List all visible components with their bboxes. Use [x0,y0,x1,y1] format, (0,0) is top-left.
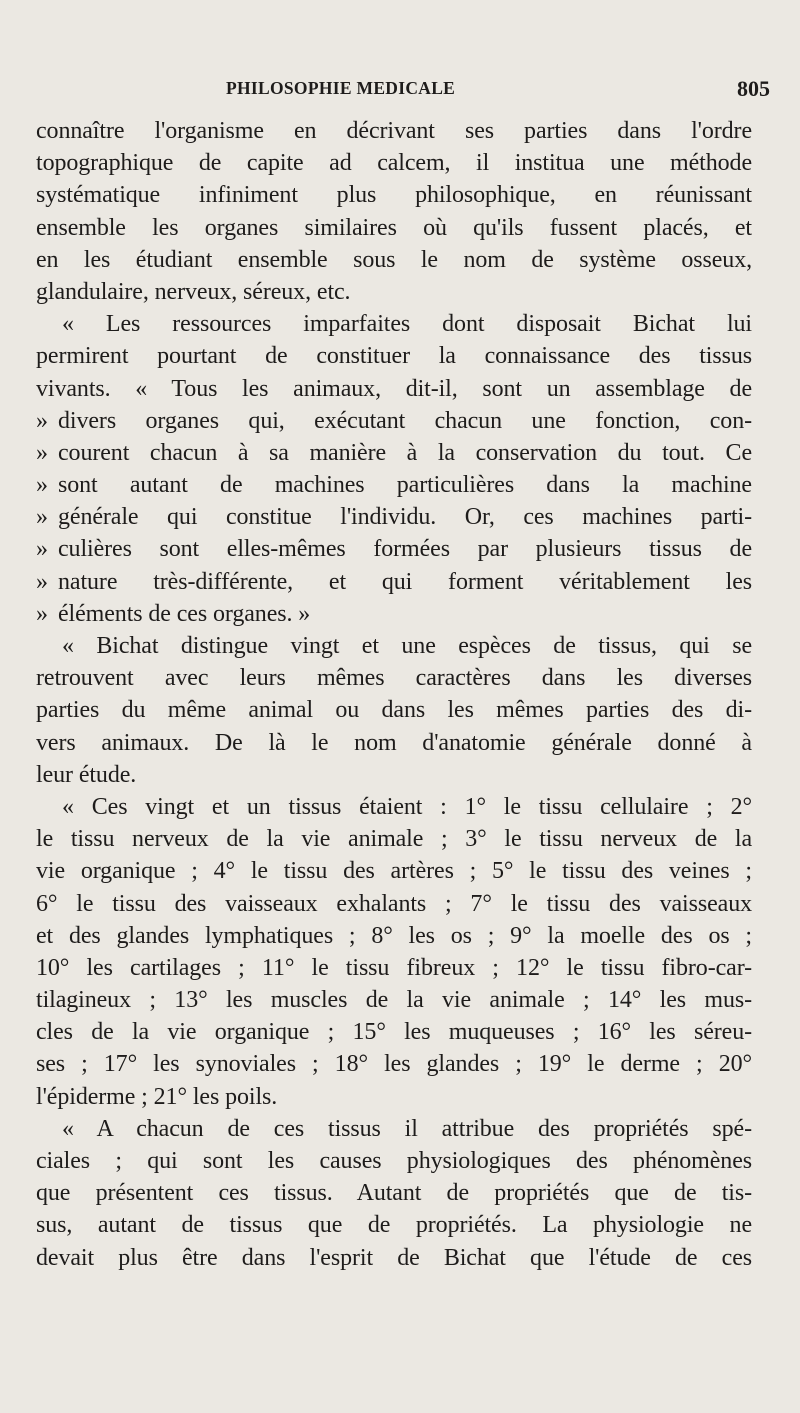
text-line: » courent chacun à sa manière à la conservation du tout. Ce [36,437,752,469]
text-line: permirent pourtant de constituer la connaissance des tissus [36,343,752,370]
quote-mark: » [36,472,48,499]
text-line: vie organique ; 4° le tissu des artères ; 5° le tissu des veines ; [36,858,752,885]
text-line: 10° les cartilages ; 11° le tissu fibreux ; 12° le tissu fibro-car- [36,954,752,981]
text-line: le tissu nerveux de la vie animale ; 3° le tissu nerveux de la [36,826,752,853]
text-line: topographique de capite ad calcem, il institua une méthode [36,150,752,177]
text-line: vers animaux. De là le nom d'anatomie générale donné à [36,729,752,756]
text-line: et des glandes lymphatiques ; 8° les os ; 9° la moelle des os ; [36,922,752,949]
text-line: » culières sont elles-mêmes formées par plusieurs tissus de [36,533,752,565]
text-line: » sont autant de machines particulières dans la machine [36,469,752,501]
text-line: « Ces vingt et un tissus étaient : 1° le tissu cellulaire ; 2° [62,793,752,820]
body-text [36,115,752,1274]
quote-mark: » [36,407,48,434]
text-line: que présentent ces tissus. Autant de propriétés que de tis- [36,1180,752,1207]
text-line: « Les ressources imparfaites dont disposait Bichat lui [62,311,752,338]
text-line: sus, autant de tissus que de propriétés. La physiologie ne [36,1212,752,1239]
quote-mark: » [36,504,48,531]
text-line: » éléments de ces organes. » [36,598,752,630]
text-line: ciales ; qui sont les causes physiologiques des phénomènes [36,1148,752,1174]
text-line: ensemble les organes similaires où qu'ils fussent placés, et [36,214,752,241]
text-line: parties du même animal ou dans les mêmes parties des di- [36,697,752,724]
text-line: glandulaire, nerveux, séreux, etc. [36,278,351,305]
quote-mark: » [36,600,48,627]
running-head-title: PHILOSOPHIE MEDICALE [226,78,456,98]
text-line: leur étude. [36,761,137,788]
text-line: systématique infiniment plus philosophique, en réunissant [36,182,752,209]
text-line: tilagineux ; 13° les muscles de la vie animale ; 14° les mus- [36,987,752,1014]
text-line: en les étudiant ensemble sous le nom de système osseux, [36,246,752,273]
quote-mark: » [36,568,48,595]
page-number: 805 [737,76,770,101]
quote-mark: » [36,439,48,466]
text-line: connaître l'organisme en décrivant ses parties dans l'ordre [36,118,752,144]
text-line: cles de la vie organique ; 15° les muqueuses ; 16° les séreu- [36,1019,752,1046]
text-line: » nature très-différente, et qui forment véritablement les [36,566,752,598]
text-line: » divers organes qui, exécutant chacun une fonction, con- [36,405,752,437]
quote-mark: » [36,536,48,563]
text-line: « A chacun de ces tissus il attribue des propriétés spé- [62,1115,752,1142]
text-line: « Bichat distingue vingt et une espèces de tissus, qui se [62,633,752,659]
text-line: devait plus être dans l'esprit de Bichat que l'étude de ces [36,1244,752,1271]
text-line: 6° le tissu des vaisseaux exhalants ; 7° le tissu des vaisseaux [36,890,752,917]
text-line: » générale qui constitue l'individu. Or, ces machines parti- [36,501,752,533]
text-line: ses ; 17° les synoviales ; 18° les glandes ; 19° le derme ; 20° [36,1051,752,1078]
running-head [30,78,770,108]
text-line: retrouvent avec leurs mêmes caractères dans les diverses [36,665,752,692]
text-line: vivants. « Tous les animaux, dit-il, sont un assemblage de [36,375,752,402]
text-line: l'épiderme ; 21° les poils. [36,1083,278,1110]
